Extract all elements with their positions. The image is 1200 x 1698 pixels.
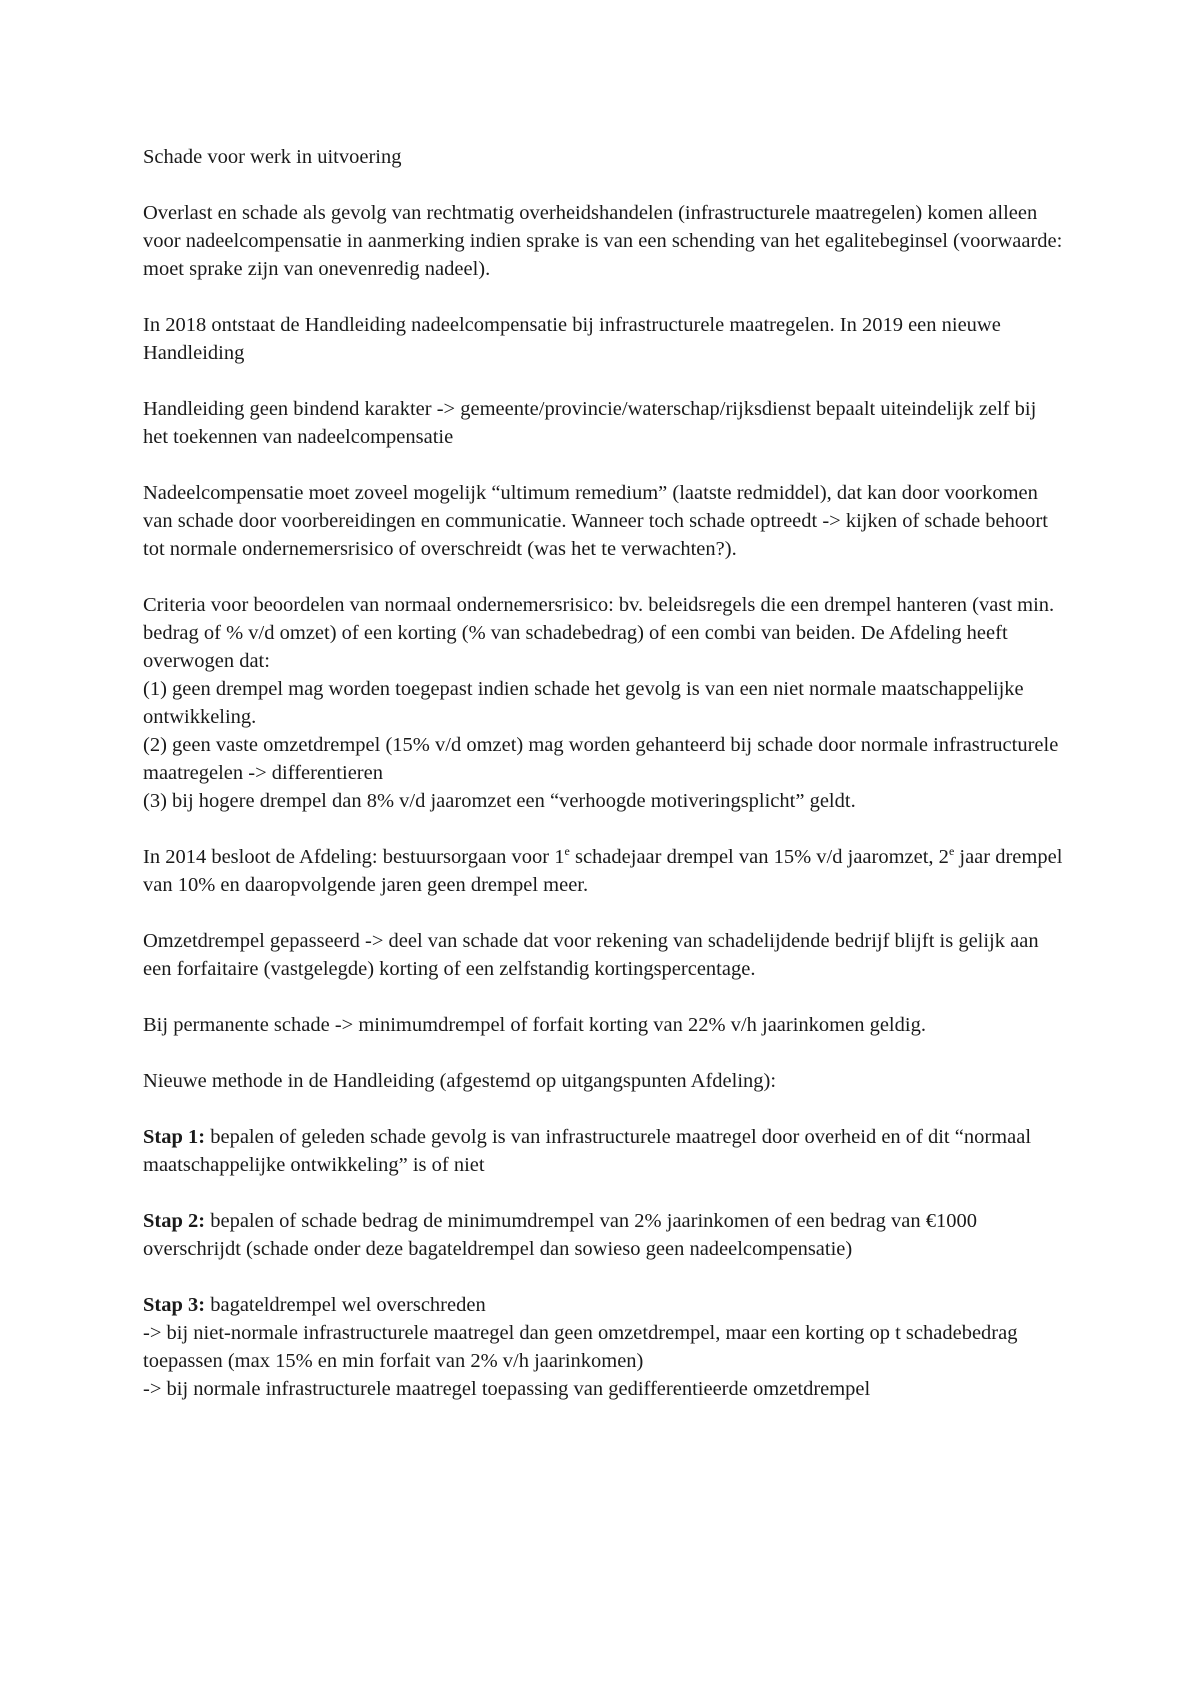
paragraph-2014 (143, 843, 1063, 899)
document-body (143, 143, 1063, 1403)
paragraph-permanente-schade: Bij permanente schade -> minimumdrempel of forfait korting van 22% v/h jaarinkomen geldig. (143, 1014, 926, 1036)
superscript-e-2: e (948, 844, 955, 859)
paragraph-criteria: Criteria voor beoordelen van normaal ondernemersrisico: bv. beleidsregels die een drempel hanteren (vast min. bedrag of % v/d omzet) of een korting (% van schadebedrag) of een combi van beiden. De Afdeling heeft overwogen dat: (143, 594, 1055, 672)
paragraph-nieuwe-methode: Nieuwe methode in de Handleiding (afgestemd op uitgangspunten Afdeling): (143, 1070, 777, 1092)
step-3-text: bagateldrempel wel overschreden (205, 1294, 486, 1316)
paragraph-overlast: Overlast en schade als gevolg van rechtmatig overheidshandelen (infrastructurele maatregelen) komen alleen voor nadeelcompensatie in aanmerking indien sprake is van een schending van het egalitebeginsel (voorwaarde: moet sprake zijn van onevenredig nadeel). (143, 202, 1063, 280)
step-1-text: bepalen of geleden schade gevolg is van infrastructurele maatregel door overheid en of dit “normaal maatschappelijke ontwikkeling” is of niet (143, 1126, 1032, 1176)
document-title: Schade voor werk in uitvoering (143, 146, 402, 168)
superscript-e-1: e (564, 844, 570, 859)
paragraph-bindend-karakter: Handleiding geen bindend karakter -> gemeente/provincie/waterschap/rijksdienst bepaalt uiteindelijk zelf bij het toekennen van nadeelcompensatie (143, 398, 1037, 448)
text-2014-c: jaar drempel van 10% en daaropvolgende jaren geen drempel meer. (143, 846, 1063, 896)
step-1 (143, 1123, 1063, 1179)
text-2014-a: In 2014 besloot de Afdeling: bestuursorgaan voor 1 (143, 846, 565, 868)
step-3-bullet-1: -> bij niet-normale infrastructurele maatregel dan geen omzetdrempel, maar een korting op t schadebedrag toepassen (max 15% en min forfait van 2% v/h jaarinkomen) (143, 1322, 1018, 1372)
text-2014-b: schadejaar drempel van 15% v/d jaaromzet, 2 (569, 846, 949, 868)
step-2-label: Stap 2: (143, 1210, 206, 1232)
criteria-item-1: (1) geen drempel mag worden toegepast indien schade het gevolg is van een niet normale maatschappelijke ontwikkeling. (143, 678, 1024, 728)
step-1-label: Stap 1: (143, 1126, 206, 1148)
step-3-label: Stap 3: (143, 1294, 206, 1316)
step-2 (143, 1207, 1063, 1263)
criteria-item-2: (2) geen vaste omzetdrempel (15% v/d omzet) mag worden gehanteerd bij schade door normale infrastructurele maatregelen -> differentieren (143, 734, 1059, 784)
criteria-item-3: (3) bij hogere drempel dan 8% v/d jaaromzet een “verhoogde motiveringsplicht” geldt. (143, 790, 856, 812)
step-3 (143, 1291, 1063, 1319)
step-2-text: bepalen of schade bedrag de minimumdrempel van 2% jaarinkomen of een bedrag van €1000 overschrijdt (schade onder deze bagateldrempel dan sowieso geen nadeelcompensatie) (143, 1210, 977, 1260)
paragraph-ultimum-remedium: Nadeelcompensatie moet zoveel mogelijk “ultimum remedium” (laatste redmiddel), dat kan door voorkomen van schade door voorbereidingen en communicatie. Wanneer toch schade optreedt -> kijken of schade behoort tot normale ondernemersrisico of overschreidt (was het te verwachten?). (143, 482, 1048, 560)
paragraph-handleiding-2018: In 2018 ontstaat de Handleiding nadeelcompensatie bij infrastructurele maatregelen. In 2019 een nieuwe Handleiding (143, 314, 1001, 364)
step-3-bullet-2: -> bij normale infrastructurele maatregel toepassing van gedifferentieerde omzetdrempel (143, 1378, 871, 1400)
paragraph-omzetdrempel: Omzetdrempel gepasseerd -> deel van schade dat voor rekening van schadelijdende bedrijf blijft is gelijk aan een forfaitaire (vastgelegde) korting of een zelfstandig kortingspercentage. (143, 930, 1039, 980)
